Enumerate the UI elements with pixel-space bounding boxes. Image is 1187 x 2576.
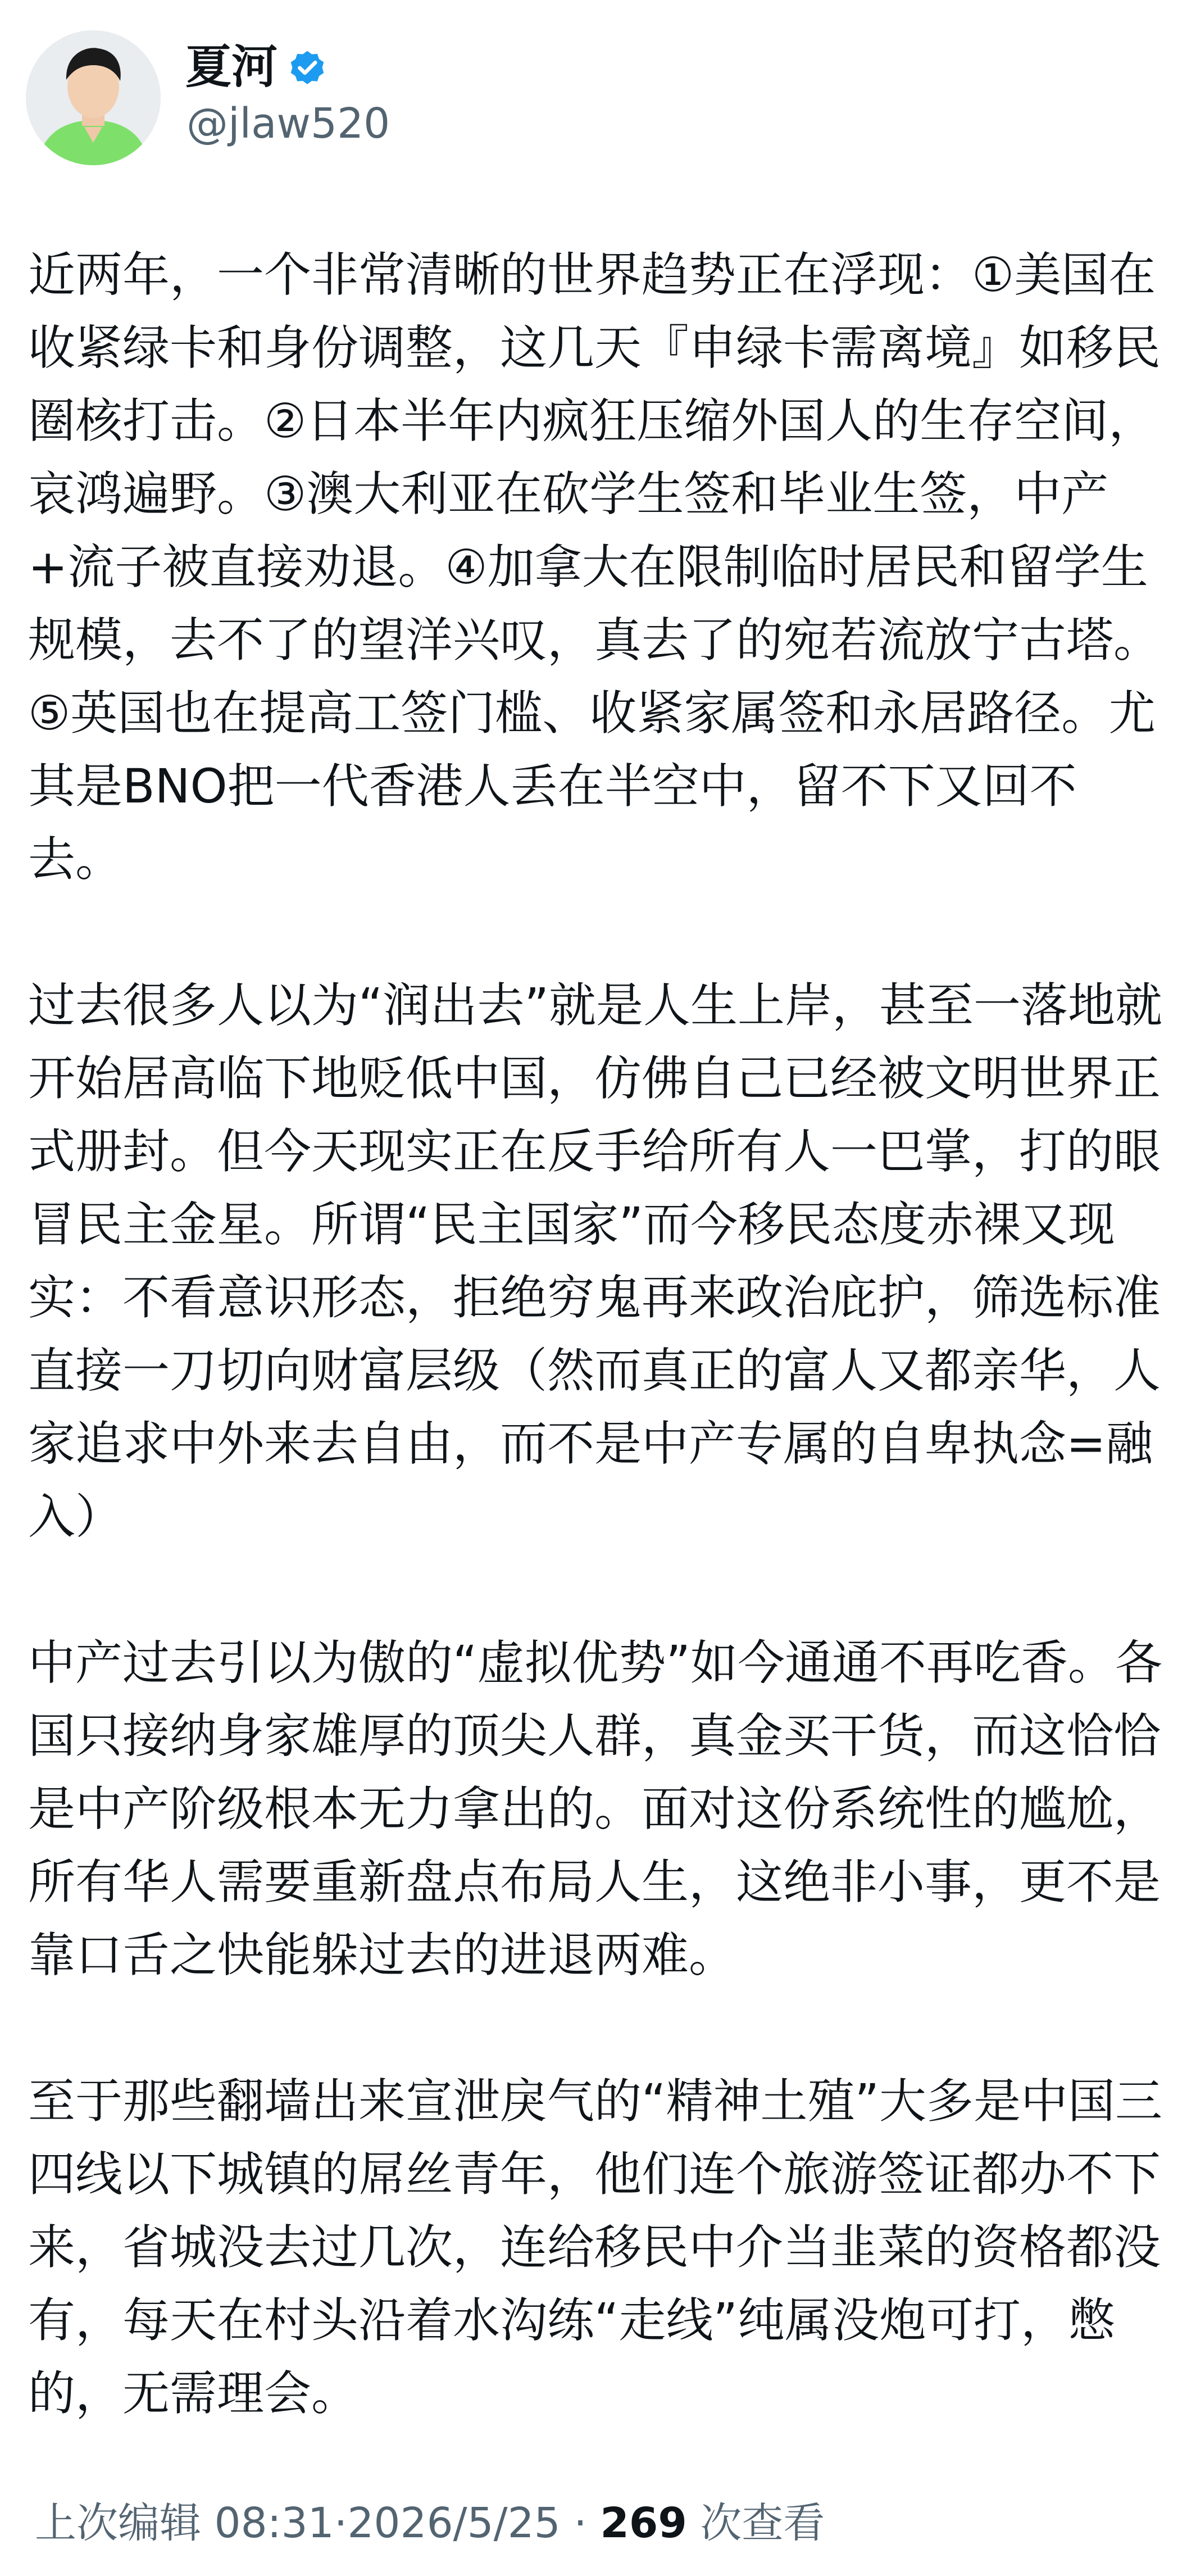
post-date[interactable]: 2026/5/25: [347, 2499, 561, 2547]
meta-separator: ·: [334, 2499, 348, 2547]
post-paragraph: 过去很多人以为“润出去”就是人生上岸，甚至一落地就开始居高临下地贬低中国，仿佛自己已经被文明世界正式册封。但今天现实正在反手给所有人一巴掌，打的眼冒民主金星。所谓“民主国家”而今移民态度赤裸又现实：不看意识形态，拒绝穷鬼再来政治庇护，筛选标准直接一刀切向财富层级（然而真正的富人又都亲华，人家追求中外来去自由，而不是中产专属的自卑执念=融入）: [28, 978, 1163, 1544]
post-paragraph: 至于那些翻墙出来宣泄戾气的“精神土殖”大多是中国三四线以下城镇的屌丝青年，他们连个旅游签证都办不下来，省城没去过几次，连给移民中介当韭菜的资格都没有，每天在村头沿着水沟练“走线”纯属没炮可打，憋的，无需理会。: [28, 2074, 1163, 2421]
post-meta: [35, 2495, 825, 2551]
user-handle[interactable]: @jlaw520: [187, 99, 390, 148]
avatar[interactable]: [26, 30, 161, 165]
view-count-label: 次查看: [700, 2499, 825, 2547]
post-paragraph: 近两年，一个非常清晰的世界趋势正在浮现：①美国在收紧绿卡和身份调整，这几天『申绿卡需离境』如移民圈核打击。②日本半年内疯狂压缩外国人的生存空间，哀鸿遍野。③澳大利亚在砍学生签和毕业生签，中产+流子被直接劝退。④加拿大在限制临时居民和留学生规模，去不了的望洋兴叹，真去了的宛若流放宁古塔。⑤英国也在提高工签门槛、收紧家属签和永居路径。尤其是BNO把一代香港人丢在半空中，留不下又回不去。: [28, 247, 1161, 887]
post-paragraph: 中产过去引以为傲的“虚拟优势”如今通通不再吃香。各国只接纳身家雄厚的顶尖人群，真金买干货，而这恰恰是中产阶级根本无力拿出的。面对这份系统性的尴尬，所有华人需要重新盘点布局人生，这绝非小事，更不是靠口舌之快能躲过去的进退两难。: [28, 1635, 1163, 1983]
display-name[interactable]: 夏河: [185, 40, 278, 94]
post-header: [0, 0, 1187, 202]
avatar-image: [26, 30, 161, 165]
meta-separator: ·: [574, 2499, 587, 2547]
post-body: [28, 238, 1163, 2430]
post-time[interactable]: 08:31: [214, 2499, 334, 2547]
view-count: 269: [600, 2499, 687, 2547]
edited-label[interactable]: 上次编辑: [35, 2499, 201, 2547]
verified-badge-icon: [286, 48, 328, 90]
